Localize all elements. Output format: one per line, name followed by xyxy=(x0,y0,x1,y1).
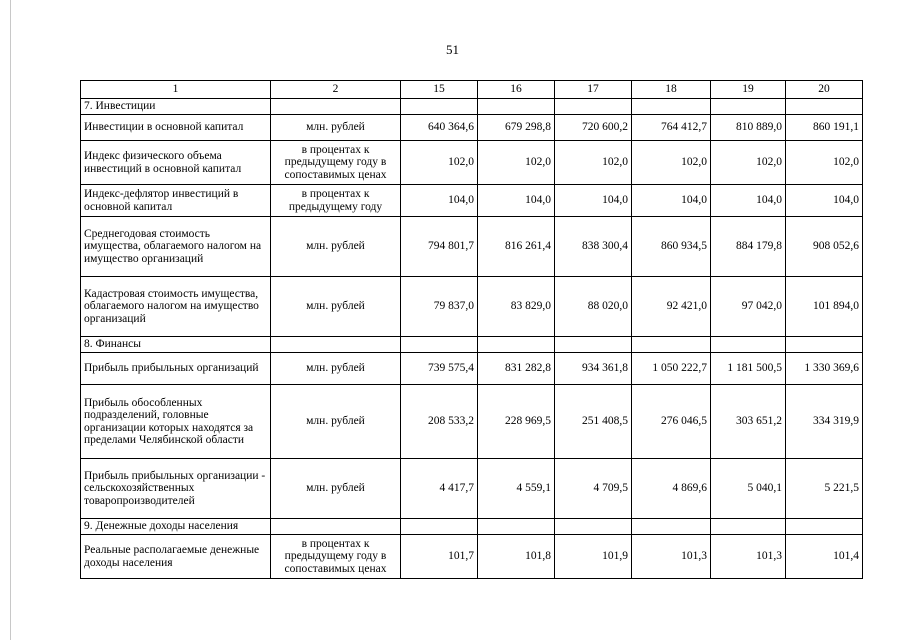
row-value: 101 894,0 xyxy=(786,277,863,337)
row-value: 4 869,6 xyxy=(632,459,711,519)
row-label: Реальные располагаемые денежные доходы населения xyxy=(81,535,271,579)
page-number: 51 xyxy=(446,42,459,57)
row-unit: млн. рублей xyxy=(271,217,401,277)
table-row xyxy=(81,115,863,141)
row-value: 739 575,4 xyxy=(401,353,478,385)
row-value: 276 046,5 xyxy=(632,385,711,459)
row-value: 104,0 xyxy=(478,185,555,217)
row-value: 104,0 xyxy=(401,185,478,217)
table-row xyxy=(81,459,863,519)
row-value: 228 969,5 xyxy=(478,385,555,459)
row-label: Среднегодовая стоимость имущества, облагаемого налогом на имущество организаций xyxy=(81,217,271,277)
row-label: Индекс физического объема инвестиций в основной капитал xyxy=(81,141,271,185)
row-value: 102,0 xyxy=(711,141,786,185)
row-value: 101,4 xyxy=(786,535,863,579)
row-value: 838 300,4 xyxy=(555,217,632,277)
row-value: 720 600,2 xyxy=(555,115,632,141)
section-title: 7. Инвестиции xyxy=(81,99,271,115)
row-value: 4 709,5 xyxy=(555,459,632,519)
header-cell: 20 xyxy=(786,81,863,99)
row-unit: млн. рублей xyxy=(271,277,401,337)
table-header-row xyxy=(81,81,863,99)
row-value: 5 040,1 xyxy=(711,459,786,519)
section-title: 8. Финансы xyxy=(81,337,271,353)
row-value: 816 261,4 xyxy=(478,217,555,277)
section-title: 9. Денежные доходы населения xyxy=(81,519,271,535)
row-value: 1 050 222,7 xyxy=(632,353,711,385)
row-label: Кадастровая стоимость имущества, облагаемого налогом на имущество организаций xyxy=(81,277,271,337)
header-cell: 16 xyxy=(478,81,555,99)
row-value: 5 221,5 xyxy=(786,459,863,519)
row-value: 831 282,8 xyxy=(478,353,555,385)
row-value: 104,0 xyxy=(632,185,711,217)
row-label: Прибыль обособленных подразделений, головные организации которых находятся за пределами Челябинской области xyxy=(81,385,271,459)
table-row xyxy=(81,185,863,217)
row-value: 251 408,5 xyxy=(555,385,632,459)
row-unit: млн. рублей xyxy=(271,385,401,459)
row-value: 102,0 xyxy=(401,141,478,185)
row-value: 97 042,0 xyxy=(711,277,786,337)
row-value: 764 412,7 xyxy=(632,115,711,141)
row-value: 101,8 xyxy=(478,535,555,579)
row-value: 1 330 369,6 xyxy=(786,353,863,385)
row-label: Индекс-дефлятор инвестиций в основной капитал xyxy=(81,185,271,217)
table-row xyxy=(81,535,863,579)
row-label: Прибыль прибыльных организаций xyxy=(81,353,271,385)
section-row xyxy=(81,337,863,353)
section-row xyxy=(81,519,863,535)
row-unit: в процентах к предыдущему году в сопоставимых ценах xyxy=(271,535,401,579)
row-value: 860 934,5 xyxy=(632,217,711,277)
row-value: 4 417,7 xyxy=(401,459,478,519)
row-label: Прибыль прибыльных организации - сельскохозяйственных товаропроизводителей xyxy=(81,459,271,519)
row-unit: млн. рублей xyxy=(271,459,401,519)
row-value: 102,0 xyxy=(555,141,632,185)
row-value: 102,0 xyxy=(478,141,555,185)
header-cell: 18 xyxy=(632,81,711,99)
row-unit: в процентах к предыдущему году xyxy=(271,185,401,217)
row-value: 101,7 xyxy=(401,535,478,579)
row-value: 934 361,8 xyxy=(555,353,632,385)
row-label: Инвестиции в основной капитал xyxy=(81,115,271,141)
row-value: 640 364,6 xyxy=(401,115,478,141)
row-value: 88 020,0 xyxy=(555,277,632,337)
table-row xyxy=(81,141,863,185)
row-unit: млн. рублей xyxy=(271,115,401,141)
header-cell: 2 xyxy=(271,81,401,99)
header-cell: 1 xyxy=(81,81,271,99)
row-value: 102,0 xyxy=(632,141,711,185)
header-cell: 17 xyxy=(555,81,632,99)
table-row xyxy=(81,353,863,385)
row-value: 101,3 xyxy=(632,535,711,579)
row-value: 104,0 xyxy=(786,185,863,217)
row-unit: млн. рублей xyxy=(271,353,401,385)
page-left-border xyxy=(10,0,11,640)
row-value: 104,0 xyxy=(711,185,786,217)
row-value: 1 181 500,5 xyxy=(711,353,786,385)
header-cell: 15 xyxy=(401,81,478,99)
row-value: 101,3 xyxy=(711,535,786,579)
section-row xyxy=(81,99,863,115)
row-value: 102,0 xyxy=(786,141,863,185)
row-value: 303 651,2 xyxy=(711,385,786,459)
row-value: 884 179,8 xyxy=(711,217,786,277)
row-value: 79 837,0 xyxy=(401,277,478,337)
table-row xyxy=(81,277,863,337)
row-value: 794 801,7 xyxy=(401,217,478,277)
row-value: 92 421,0 xyxy=(632,277,711,337)
row-value: 4 559,1 xyxy=(478,459,555,519)
row-value: 679 298,8 xyxy=(478,115,555,141)
row-value: 860 191,1 xyxy=(786,115,863,141)
row-value: 810 889,0 xyxy=(711,115,786,141)
row-value: 334 319,9 xyxy=(786,385,863,459)
row-value: 83 829,0 xyxy=(478,277,555,337)
table-row xyxy=(81,217,863,277)
row-value: 104,0 xyxy=(555,185,632,217)
header-cell: 19 xyxy=(711,81,786,99)
row-value: 208 533,2 xyxy=(401,385,478,459)
row-value: 101,9 xyxy=(555,535,632,579)
indicators-table xyxy=(80,80,863,579)
row-unit: в процентах к предыдущему году в сопоставимых ценах xyxy=(271,141,401,185)
row-value: 908 052,6 xyxy=(786,217,863,277)
table-row xyxy=(81,385,863,459)
